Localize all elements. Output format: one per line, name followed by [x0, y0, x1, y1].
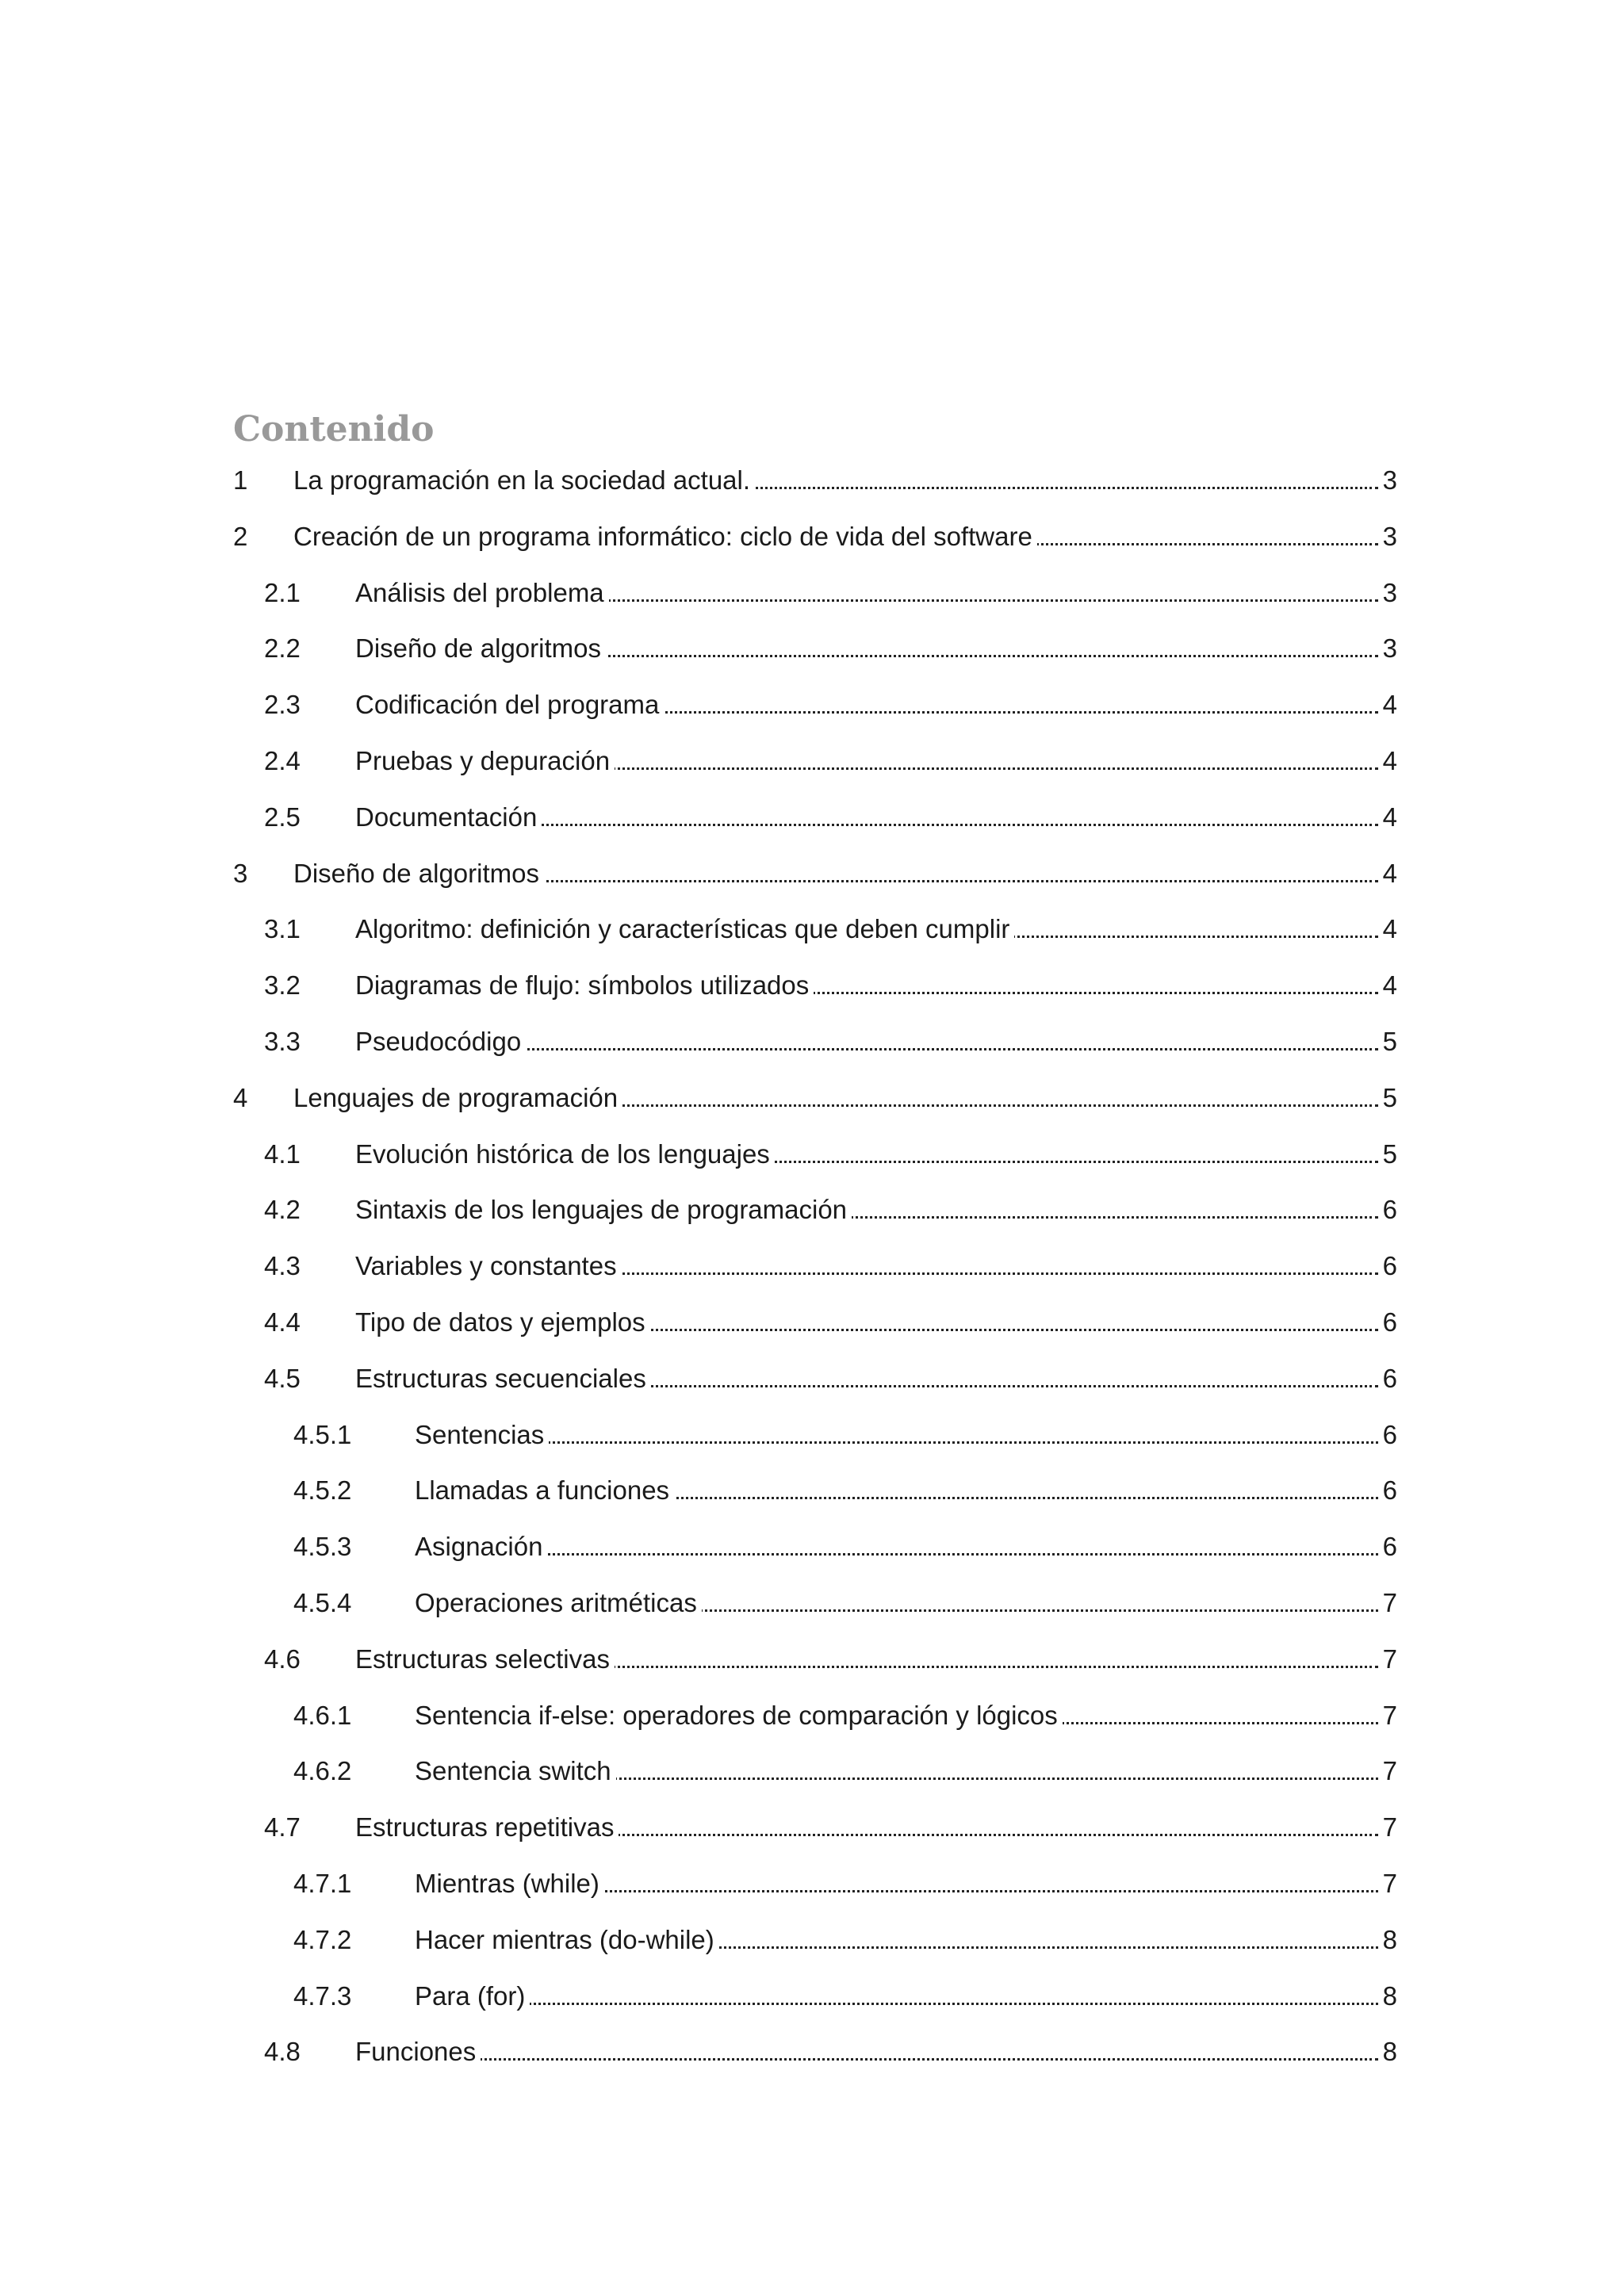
toc-entry[interactable] [0, 626, 1624, 683]
toc-entry-title[interactable]: Llamadas a funciones [415, 1468, 674, 1513]
toc-entry-number: 2.1 [264, 577, 301, 607]
toc-entry[interactable] [0, 1637, 1624, 1693]
toc-entry-title[interactable]: Documentación [355, 795, 542, 840]
toc-entry-title[interactable]: Mientras (while) [415, 1862, 604, 1906]
toc-entry[interactable] [0, 1076, 1624, 1132]
toc-entry[interactable] [0, 1581, 1624, 1637]
toc-entry-title[interactable]: Lenguajes de programación [293, 1076, 622, 1120]
toc-entry-page-number[interactable]: 3 [1381, 458, 1397, 503]
toc-entry-page-number[interactable]: 8 [1381, 1974, 1397, 2019]
toc-entry-title[interactable]: Tipo de datos y ejemplos [355, 1300, 650, 1345]
toc-entry-number: 4.5.1 [293, 1419, 352, 1449]
toc-entry[interactable] [0, 1244, 1624, 1300]
toc-entry[interactable] [0, 1357, 1624, 1413]
toc-entry[interactable] [0, 683, 1624, 739]
toc-entry-number: 2.2 [264, 633, 301, 664]
toc-entry-page-number[interactable]: 6 [1381, 1244, 1397, 1288]
toc-entry-number: 4.1 [264, 1138, 301, 1169]
toc-entry[interactable] [0, 739, 1624, 795]
toc-entry-page-number[interactable]: 7 [1381, 1749, 1397, 1793]
toc-entry-page-number[interactable]: 7 [1381, 1805, 1397, 1850]
toc-entry-title[interactable]: La programación en la sociedad actual. [293, 458, 755, 503]
toc-entry-title[interactable]: Sentencia if-else: operadores de comparación y lógicos [415, 1693, 1063, 1738]
toc-entry[interactable] [0, 515, 1624, 571]
toc-entry-page-number[interactable]: 4 [1381, 851, 1397, 896]
toc-entry-number: 4.7.3 [293, 1980, 352, 2011]
toc-entry-number: 3 [233, 858, 248, 888]
toc-entry-page-number[interactable]: 4 [1381, 795, 1397, 840]
toc-entry-title[interactable]: Estructuras selectivas [355, 1637, 615, 1682]
table-of-contents [0, 458, 1624, 2086]
toc-entry-title[interactable]: Algoritmo: definición y características que deben cumplir [355, 907, 1014, 951]
toc-entry-number: 4.7.2 [293, 1924, 352, 1954]
toc-entry[interactable] [0, 851, 1624, 908]
toc-entry-title[interactable]: Sintaxis de los lenguajes de programación [355, 1188, 852, 1232]
toc-entry-page-number[interactable]: 7 [1381, 1637, 1397, 1682]
toc-entry-title[interactable]: Evolución histórica de los lenguajes [355, 1132, 775, 1177]
toc-entry-title[interactable]: Diseño de algoritmos [293, 851, 544, 896]
toc-entry-title[interactable]: Funciones [355, 2030, 481, 2074]
toc-entry[interactable] [0, 458, 1624, 515]
toc-entry[interactable] [0, 2030, 1624, 2086]
toc-entry[interactable] [0, 963, 1624, 1020]
toc-dot-leader [355, 2058, 1378, 2061]
toc-entry[interactable] [0, 1862, 1624, 1918]
toc-entry-page-number[interactable]: 3 [1381, 515, 1397, 559]
toc-entry-title[interactable]: Sentencias [415, 1413, 549, 1457]
toc-entry-number: 1 [233, 465, 248, 495]
toc-entry-title[interactable]: Creación de un programa informático: ciclo de vida del software [293, 515, 1037, 559]
toc-entry-page-number[interactable]: 8 [1381, 1918, 1397, 1962]
toc-entry-number: 4 [233, 1082, 248, 1112]
toc-entry-number: 4.2 [264, 1195, 301, 1225]
toc-entry-page-number[interactable]: 8 [1381, 2030, 1397, 2074]
toc-entry-page-number[interactable]: 3 [1381, 571, 1397, 615]
toc-entry-page-number[interactable]: 5 [1381, 1076, 1397, 1120]
toc-entry-page-number[interactable]: 4 [1381, 739, 1397, 783]
toc-entry-number: 4.6.2 [293, 1756, 352, 1786]
toc-entry-title[interactable]: Operaciones aritméticas [415, 1581, 702, 1625]
toc-entry-page-number[interactable]: 3 [1381, 626, 1397, 671]
toc-entry-number: 4.7 [264, 1812, 301, 1843]
toc-entry[interactable] [0, 1188, 1624, 1244]
toc-entry-number: 4.5.4 [293, 1587, 352, 1617]
toc-entry-page-number[interactable]: 6 [1381, 1357, 1397, 1401]
toc-dot-leader [415, 1441, 1378, 1444]
toc-title: Contenido [233, 409, 435, 450]
toc-entry-title[interactable]: Pruebas y depuración [355, 739, 615, 783]
toc-entry[interactable] [0, 571, 1624, 627]
toc-entry-number: 2.4 [264, 745, 301, 775]
toc-entry-title[interactable]: Análisis del problema [355, 571, 609, 615]
toc-entry-title[interactable]: Codificación del programa [355, 683, 664, 727]
toc-entry-page-number[interactable]: 7 [1381, 1862, 1397, 1906]
toc-entry-page-number[interactable]: 4 [1381, 907, 1397, 951]
toc-entry-number: 2 [233, 521, 248, 551]
toc-entry-number: 4.5.2 [293, 1475, 352, 1506]
toc-entry-page-number[interactable]: 6 [1381, 1188, 1397, 1232]
toc-entry-number: 3.1 [264, 914, 301, 944]
toc-entry[interactable] [0, 1974, 1624, 2030]
toc-entry-title[interactable]: Estructuras repetitivas [355, 1805, 619, 1850]
toc-entry[interactable] [0, 1468, 1624, 1525]
toc-entry-page-number[interactable]: 6 [1381, 1300, 1397, 1345]
toc-entry[interactable] [0, 1693, 1624, 1750]
toc-entry[interactable] [0, 1749, 1624, 1805]
toc-entry[interactable] [0, 907, 1624, 963]
toc-entry-number: 4.5.3 [293, 1532, 352, 1562]
toc-dot-leader [415, 1553, 1378, 1556]
toc-entry[interactable] [0, 1805, 1624, 1862]
toc-entry-page-number[interactable]: 4 [1381, 963, 1397, 1008]
toc-entry-title[interactable]: Para (for) [415, 1974, 530, 2019]
toc-entry-title[interactable]: Pseudocódigo [355, 1020, 526, 1064]
toc-entry-number: 4.6.1 [293, 1700, 352, 1730]
toc-entry-title[interactable]: Diagramas de flujo: símbolos utilizados [355, 963, 814, 1008]
toc-entry-number: 3.3 [264, 1026, 301, 1056]
toc-entry[interactable] [0, 795, 1624, 851]
toc-entry-number: 4.5 [264, 1363, 301, 1393]
toc-entry-page-number[interactable]: 5 [1381, 1132, 1397, 1177]
toc-entry[interactable] [0, 1525, 1624, 1581]
toc-entry-title[interactable]: Variables y constantes [355, 1244, 622, 1288]
toc-entry-page-number[interactable]: 4 [1381, 683, 1397, 727]
toc-entry[interactable] [0, 1918, 1624, 1974]
toc-entry[interactable] [0, 1300, 1624, 1357]
toc-entry-title[interactable]: Diseño de algoritmos [355, 626, 606, 671]
toc-entry-page-number[interactable]: 6 [1381, 1413, 1397, 1457]
toc-entry-number: 2.3 [264, 690, 301, 720]
toc-entry-number: 4.8 [264, 2037, 301, 2067]
toc-entry-title[interactable]: Asignación [415, 1525, 547, 1569]
toc-entry[interactable] [0, 1413, 1624, 1469]
toc-entry-number: 2.5 [264, 802, 301, 832]
toc-entry-number: 3.2 [264, 970, 301, 1001]
toc-entry-title[interactable]: Sentencia switch [415, 1749, 616, 1793]
toc-entry-title[interactable]: Hacer mientras (do-while) [415, 1918, 719, 1962]
toc-entry[interactable] [0, 1020, 1624, 1076]
toc-entry-number: 4.3 [264, 1251, 301, 1281]
toc-entry[interactable] [0, 1132, 1624, 1188]
toc-entry-page-number[interactable]: 6 [1381, 1525, 1397, 1569]
toc-entry-page-number[interactable]: 7 [1381, 1581, 1397, 1625]
toc-entry-page-number[interactable]: 5 [1381, 1020, 1397, 1064]
toc-entry-page-number[interactable]: 7 [1381, 1693, 1397, 1738]
toc-entry-number: 4.6 [264, 1644, 301, 1674]
toc-entry-number: 4.4 [264, 1307, 301, 1337]
toc-dot-leader [415, 2003, 1378, 2005]
toc-entry-number: 4.7.1 [293, 1868, 352, 1898]
toc-entry-title[interactable]: Estructuras secuenciales [355, 1357, 651, 1401]
toc-entry-page-number[interactable]: 6 [1381, 1468, 1397, 1513]
